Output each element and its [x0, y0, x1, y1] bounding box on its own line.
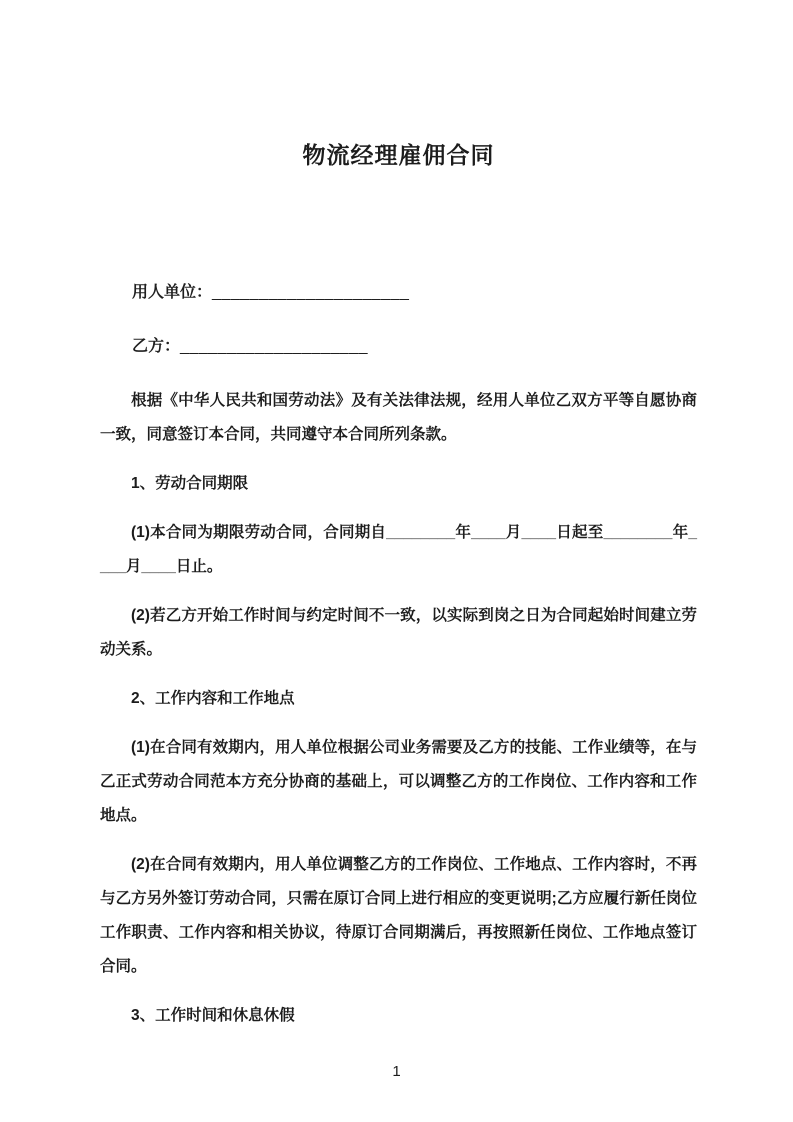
party-b-blank: ____________________ — [180, 338, 368, 355]
party-b-label: 乙方： — [132, 338, 181, 355]
employer-blank: _____________________ — [212, 284, 410, 301]
section-heading-work-content: 2、工作内容和工作地点 — [131, 690, 295, 707]
paragraph-work-item-1: (1)在合同有效期内，用人单位根据公司业务需要及乙方的技能、工作业绩等，在与乙正式劳动合同范本方充分协商的基础上，可以调整乙方的工作岗位、工作内容和工作地点。 — [100, 739, 697, 824]
paragraph-term-item-1: (1)本合同为期限劳动合同，合同期自________年____月____日起至________年____月____日止。 — [100, 524, 697, 575]
page-number: 1 — [392, 1063, 401, 1080]
employer-field — [100, 276, 697, 310]
section-heading-work-hours: 3、工作时间和休息休假 — [131, 1007, 295, 1024]
paragraph-term-item-2: (2)若乙方开始工作时间与约定时间不一致，以实际到岗之日为合同起始时间建立劳动关系。 — [100, 607, 697, 658]
paragraph-work-item-2: (2)在合同有效期内，用人单位调整乙方的工作岗位、工作地点、工作内容时，不再与乙方另外签订劳动合同，只需在原订合同上进行相应的变更说明;乙方应履行新任岗位工作职责、工作内容和相关协议，待原订合同期满后，再按照新任岗位、工作地点签订合同。 — [100, 856, 697, 975]
section-heading-contract-term: 1、劳动合同期限 — [131, 475, 249, 492]
paragraph-intro: 根据《中华人民共和国劳动法》及有关法律法规，经用人单位乙双方平等自愿协商一致，同意签订本合同，共同遵守本合同所列条款。 — [100, 392, 697, 443]
party-b-field — [100, 330, 697, 364]
document-title: 物流经理雇佣合同 — [302, 142, 495, 168]
employer-label: 用人单位： — [132, 284, 213, 301]
